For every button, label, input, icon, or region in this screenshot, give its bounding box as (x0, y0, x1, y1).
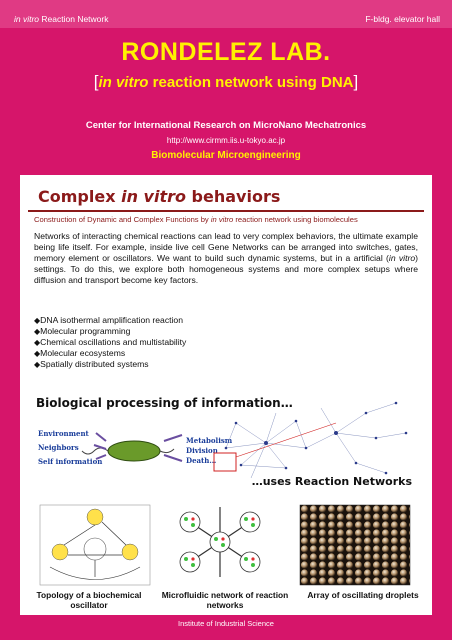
label-metabolism: Metabolism (186, 436, 233, 445)
intro-paragraph: Networks of interacting chemical reactions can lead to very complex behaviors, the ultimate example being life itself. For example, inside live cell Gene Networks can be arranged into switches, gates, memory element or oscillators. We want to build such dynamic systems, but in a artificial (in vitro) settings. To do this, we explore both homogeneous systems and more complex setups where diffusion and transport become key factors. (34, 231, 418, 285)
droplet-array-photo (300, 505, 410, 585)
label-division: Division (186, 446, 218, 455)
list-item: ◆Spatially distributed systems (34, 359, 149, 369)
label-self-information: Self information (38, 457, 103, 466)
list-item: ◆Molecular programming (34, 326, 131, 336)
header-right: F-bldg. elevator hall (365, 14, 440, 24)
figure1-caption: …uses Reaction Networks (251, 475, 412, 488)
diamond-icon: ◆ (34, 316, 41, 325)
diamond-icon: ◆ (34, 327, 41, 336)
figure1-title: Biological processing of information… (36, 396, 293, 410)
header-left: in vitro Reaction Network (14, 14, 109, 24)
oscillator-topology-diagram (40, 505, 150, 585)
diamond-icon: ◆ (34, 349, 41, 358)
lab-url: http://www.cirmm.iis.u-tokyo.ac.jp (166, 136, 286, 145)
content-panel (20, 175, 432, 615)
section-title: Complex in vitro behaviors (38, 187, 281, 206)
label-death: Death… (186, 456, 217, 465)
center-name: Center for International Research on MicroNano Mechatronics (85, 120, 367, 131)
section-divider (28, 210, 424, 212)
header-bar (0, 0, 452, 28)
microfluidic-network-diagram (180, 507, 260, 577)
lab-title: RONDELEZ LAB. (121, 38, 331, 66)
lab-subtitle: [in vitro reaction network using DNA] (93, 72, 359, 91)
list-item: ◆DNA isothermal amplification reaction (34, 315, 183, 325)
footer-institute: Institute of Industrial Science (178, 619, 274, 628)
biological-processing-figure (36, 393, 416, 490)
diamond-icon: ◆ (34, 360, 41, 369)
section-subtitle: Construction of Dynamic and Complex Functions by in vitro reaction network using biomolecules (34, 215, 358, 224)
diamond-icon: ◆ (34, 338, 41, 347)
bottom-figures (30, 497, 422, 587)
list-item: ◆Molecular ecosystems (34, 348, 126, 358)
label-neighbors: Neighbors (38, 443, 79, 452)
figure-caption-oscillator: Topology of a biochemical oscillator (36, 590, 142, 610)
label-environment: Environment (38, 429, 89, 438)
figure-caption-droplets: Array of oscillating droplets (307, 590, 419, 600)
list-item: ◆Chemical oscillations and multistability (34, 337, 187, 347)
department-name: Biomolecular Microengineering (151, 150, 301, 161)
figure-caption-microfluidic: Microfluidic network of reaction networks (161, 590, 289, 610)
topic-list (34, 315, 186, 370)
